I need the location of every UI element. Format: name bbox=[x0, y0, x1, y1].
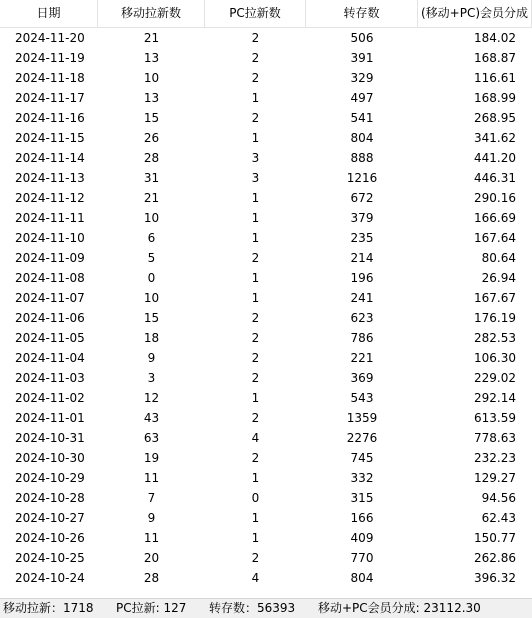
cell-member-share: 268.95 bbox=[474, 111, 516, 125]
cell-saves: 623 bbox=[350, 311, 374, 325]
cell-member-share: 26.94 bbox=[481, 271, 516, 285]
table-row[interactable] bbox=[0, 168, 532, 188]
cell-date: 2024-11-13 bbox=[15, 171, 85, 185]
table-row[interactable] bbox=[0, 208, 532, 228]
table-row[interactable] bbox=[0, 508, 532, 528]
cell-mobile-new: 28 bbox=[143, 151, 160, 165]
cell-member-share: 396.32 bbox=[474, 571, 516, 585]
cell-pc-new: 1 bbox=[251, 211, 260, 225]
table-row[interactable] bbox=[0, 488, 532, 508]
cell-date: 2024-10-27 bbox=[15, 511, 85, 525]
cell-member-share: 168.87 bbox=[474, 51, 516, 65]
cell-mobile-new: 15 bbox=[143, 311, 160, 325]
cell-member-share: 446.31 bbox=[474, 171, 516, 185]
cell-date: 2024-11-06 bbox=[15, 311, 85, 325]
cell-member-share: 150.77 bbox=[474, 531, 516, 545]
cell-saves: 541 bbox=[350, 111, 374, 125]
cell-saves: 315 bbox=[350, 491, 374, 505]
cell-member-share: 184.02 bbox=[474, 31, 516, 45]
table-row[interactable] bbox=[0, 308, 532, 328]
cell-saves: 506 bbox=[350, 31, 374, 45]
cell-mobile-new: 5 bbox=[147, 251, 156, 265]
cell-pc-new: 1 bbox=[251, 131, 260, 145]
table-row[interactable] bbox=[0, 328, 532, 348]
cell-member-share: 80.64 bbox=[481, 251, 516, 265]
table-row[interactable] bbox=[0, 108, 532, 128]
cell-mobile-new: 9 bbox=[147, 511, 156, 525]
table-header bbox=[0, 0, 532, 28]
cell-saves: 497 bbox=[350, 91, 374, 105]
table-row[interactable] bbox=[0, 368, 532, 388]
table-row[interactable] bbox=[0, 528, 532, 548]
table-row[interactable] bbox=[0, 148, 532, 168]
cell-pc-new: 2 bbox=[251, 331, 260, 345]
cell-saves: 804 bbox=[350, 131, 374, 145]
cell-date: 2024-11-07 bbox=[15, 291, 85, 305]
cell-pc-new: 1 bbox=[251, 291, 260, 305]
cell-member-share: 232.23 bbox=[474, 451, 516, 465]
table-row[interactable] bbox=[0, 248, 532, 268]
cell-date: 2024-10-30 bbox=[15, 451, 85, 465]
cell-member-share: 62.43 bbox=[481, 511, 516, 525]
cell-saves: 1216 bbox=[346, 171, 378, 185]
cell-pc-new: 2 bbox=[251, 311, 260, 325]
cell-saves: 770 bbox=[350, 551, 374, 565]
cell-member-share: 229.02 bbox=[474, 371, 516, 385]
cell-date: 2024-11-12 bbox=[15, 191, 85, 205]
cell-date: 2024-11-16 bbox=[15, 111, 85, 125]
cell-date: 2024-10-26 bbox=[15, 531, 85, 545]
cell-saves: 745 bbox=[350, 451, 374, 465]
cell-mobile-new: 11 bbox=[143, 471, 160, 485]
cell-mobile-new: 28 bbox=[143, 571, 160, 585]
cell-saves: 196 bbox=[350, 271, 374, 285]
cell-pc-new: 1 bbox=[251, 391, 260, 405]
column-header-pc-new[interactable]: PC拉新数 bbox=[205, 0, 306, 27]
cell-pc-new: 3 bbox=[251, 151, 260, 165]
cell-mobile-new: 10 bbox=[143, 71, 160, 85]
cell-saves: 672 bbox=[350, 191, 374, 205]
table-row[interactable] bbox=[0, 548, 532, 568]
table-row[interactable] bbox=[0, 288, 532, 308]
column-header-member-share[interactable]: (移动+PC)会员分成 bbox=[418, 0, 532, 27]
cell-saves: 166 bbox=[350, 511, 374, 525]
cell-pc-new: 0 bbox=[251, 491, 260, 505]
cell-pc-new: 1 bbox=[251, 271, 260, 285]
cell-pc-new: 1 bbox=[251, 471, 260, 485]
cell-pc-new: 4 bbox=[251, 571, 260, 585]
cell-pc-new: 2 bbox=[251, 51, 260, 65]
cell-saves: 214 bbox=[350, 251, 374, 265]
cell-mobile-new: 18 bbox=[143, 331, 160, 345]
cell-pc-new: 2 bbox=[251, 551, 260, 565]
cell-pc-new: 1 bbox=[251, 91, 260, 105]
cell-mobile-new: 63 bbox=[143, 431, 160, 445]
cell-member-share: 116.61 bbox=[474, 71, 516, 85]
cell-pc-new: 4 bbox=[251, 431, 260, 445]
table-row[interactable] bbox=[0, 408, 532, 428]
table-row[interactable] bbox=[0, 348, 532, 368]
cell-date: 2024-10-31 bbox=[15, 431, 85, 445]
cell-mobile-new: 26 bbox=[143, 131, 160, 145]
cell-saves: 329 bbox=[350, 71, 374, 85]
cell-mobile-new: 12 bbox=[143, 391, 160, 405]
cell-mobile-new: 15 bbox=[143, 111, 160, 125]
cell-saves: 369 bbox=[350, 371, 374, 385]
status-saves-total: 转存数：56393 bbox=[209, 601, 296, 615]
cell-member-share: 613.59 bbox=[474, 411, 516, 425]
cell-date: 2024-10-28 bbox=[15, 491, 85, 505]
cell-mobile-new: 13 bbox=[143, 51, 160, 65]
status-bar bbox=[0, 598, 532, 618]
status-pc-total: PC拉新: 127 bbox=[116, 601, 187, 615]
column-header-date[interactable]: 日期 bbox=[0, 0, 98, 27]
table-row[interactable] bbox=[0, 128, 532, 148]
cell-saves: 379 bbox=[350, 211, 374, 225]
cell-mobile-new: 13 bbox=[143, 91, 160, 105]
cell-mobile-new: 6 bbox=[147, 231, 156, 245]
cell-date: 2024-11-05 bbox=[15, 331, 85, 345]
cell-mobile-new: 3 bbox=[147, 371, 156, 385]
cell-date: 2024-11-11 bbox=[15, 211, 85, 225]
cell-date: 2024-11-10 bbox=[15, 231, 85, 245]
table-row[interactable] bbox=[0, 388, 532, 408]
cell-date: 2024-10-29 bbox=[15, 471, 85, 485]
cell-saves: 332 bbox=[350, 471, 374, 485]
table-row[interactable] bbox=[0, 48, 532, 68]
cell-pc-new: 2 bbox=[251, 371, 260, 385]
cell-mobile-new: 19 bbox=[143, 451, 160, 465]
cell-date: 2024-11-20 bbox=[15, 31, 85, 45]
table-row[interactable] bbox=[0, 448, 532, 468]
cell-date: 2024-11-03 bbox=[15, 371, 85, 385]
cell-member-share: 168.99 bbox=[474, 91, 516, 105]
cell-date: 2024-11-01 bbox=[15, 411, 85, 425]
cell-mobile-new: 10 bbox=[143, 291, 160, 305]
cell-saves: 888 bbox=[350, 151, 374, 165]
cell-mobile-new: 7 bbox=[147, 491, 156, 505]
cell-date: 2024-11-19 bbox=[15, 51, 85, 65]
cell-mobile-new: 21 bbox=[143, 31, 160, 45]
cell-date: 2024-11-08 bbox=[15, 271, 85, 285]
cell-member-share: 778.63 bbox=[474, 431, 516, 445]
cell-saves: 543 bbox=[350, 391, 374, 405]
cell-pc-new: 2 bbox=[251, 31, 260, 45]
cell-pc-new: 1 bbox=[251, 511, 260, 525]
cell-date: 2024-11-17 bbox=[15, 91, 85, 105]
cell-date: 2024-10-24 bbox=[15, 571, 85, 585]
cell-pc-new: 1 bbox=[251, 231, 260, 245]
cell-pc-new: 2 bbox=[251, 251, 260, 265]
table-row[interactable] bbox=[0, 88, 532, 108]
table-row[interactable] bbox=[0, 428, 532, 448]
table-row[interactable] bbox=[0, 188, 532, 208]
cell-saves: 391 bbox=[350, 51, 374, 65]
cell-mobile-new: 11 bbox=[143, 531, 160, 545]
table-row[interactable] bbox=[0, 68, 532, 88]
table-row[interactable] bbox=[0, 268, 532, 288]
status-share-total: 移动+PC会员分成: 23112.30 bbox=[318, 601, 481, 615]
cell-pc-new: 3 bbox=[251, 171, 260, 185]
cell-date: 2024-11-18 bbox=[15, 71, 85, 85]
cell-member-share: 106.30 bbox=[474, 351, 516, 365]
cell-saves: 221 bbox=[350, 351, 374, 365]
cell-member-share: 290.16 bbox=[474, 191, 516, 205]
cell-mobile-new: 0 bbox=[147, 271, 156, 285]
cell-member-share: 341.62 bbox=[474, 131, 516, 145]
cell-pc-new: 1 bbox=[251, 191, 260, 205]
cell-member-share: 94.56 bbox=[481, 491, 516, 505]
cell-date: 2024-10-25 bbox=[15, 551, 85, 565]
cell-member-share: 282.53 bbox=[474, 331, 516, 345]
cell-saves: 1359 bbox=[346, 411, 378, 425]
cell-date: 2024-11-09 bbox=[15, 251, 85, 265]
cell-member-share: 441.20 bbox=[474, 151, 516, 165]
cell-saves: 241 bbox=[350, 291, 374, 305]
cell-member-share: 167.67 bbox=[474, 291, 516, 305]
cell-date: 2024-11-14 bbox=[15, 151, 85, 165]
cell-date: 2024-11-04 bbox=[15, 351, 85, 365]
cell-member-share: 176.19 bbox=[474, 311, 516, 325]
cell-date: 2024-11-15 bbox=[15, 131, 85, 145]
cell-member-share: 292.14 bbox=[474, 391, 516, 405]
cell-pc-new: 2 bbox=[251, 411, 260, 425]
table-row[interactable] bbox=[0, 568, 532, 588]
table-row[interactable] bbox=[0, 28, 532, 48]
column-header-mobile-new[interactable]: 移动拉新数 bbox=[98, 0, 205, 27]
cell-mobile-new: 31 bbox=[143, 171, 160, 185]
cell-pc-new: 2 bbox=[251, 351, 260, 365]
cell-mobile-new: 21 bbox=[143, 191, 160, 205]
cell-pc-new: 2 bbox=[251, 71, 260, 85]
table-body bbox=[0, 28, 532, 588]
cell-mobile-new: 10 bbox=[143, 211, 160, 225]
cell-saves: 235 bbox=[350, 231, 374, 245]
cell-member-share: 262.86 bbox=[474, 551, 516, 565]
cell-saves: 804 bbox=[350, 571, 374, 585]
column-header-saves[interactable]: 转存数 bbox=[306, 0, 418, 27]
cell-member-share: 166.69 bbox=[474, 211, 516, 225]
cell-mobile-new: 9 bbox=[147, 351, 156, 365]
cell-saves: 409 bbox=[350, 531, 374, 545]
cell-mobile-new: 20 bbox=[143, 551, 160, 565]
status-mobile-total: 移动拉新：1718 bbox=[3, 601, 94, 615]
cell-pc-new: 2 bbox=[251, 111, 260, 125]
cell-mobile-new: 43 bbox=[143, 411, 160, 425]
table-row[interactable] bbox=[0, 228, 532, 248]
cell-saves: 2276 bbox=[346, 431, 378, 445]
cell-pc-new: 1 bbox=[251, 531, 260, 545]
cell-pc-new: 2 bbox=[251, 451, 260, 465]
cell-member-share: 129.27 bbox=[474, 471, 516, 485]
table-row[interactable] bbox=[0, 468, 532, 488]
cell-member-share: 167.64 bbox=[474, 231, 516, 245]
cell-saves: 786 bbox=[350, 331, 374, 345]
cell-date: 2024-11-02 bbox=[15, 391, 85, 405]
